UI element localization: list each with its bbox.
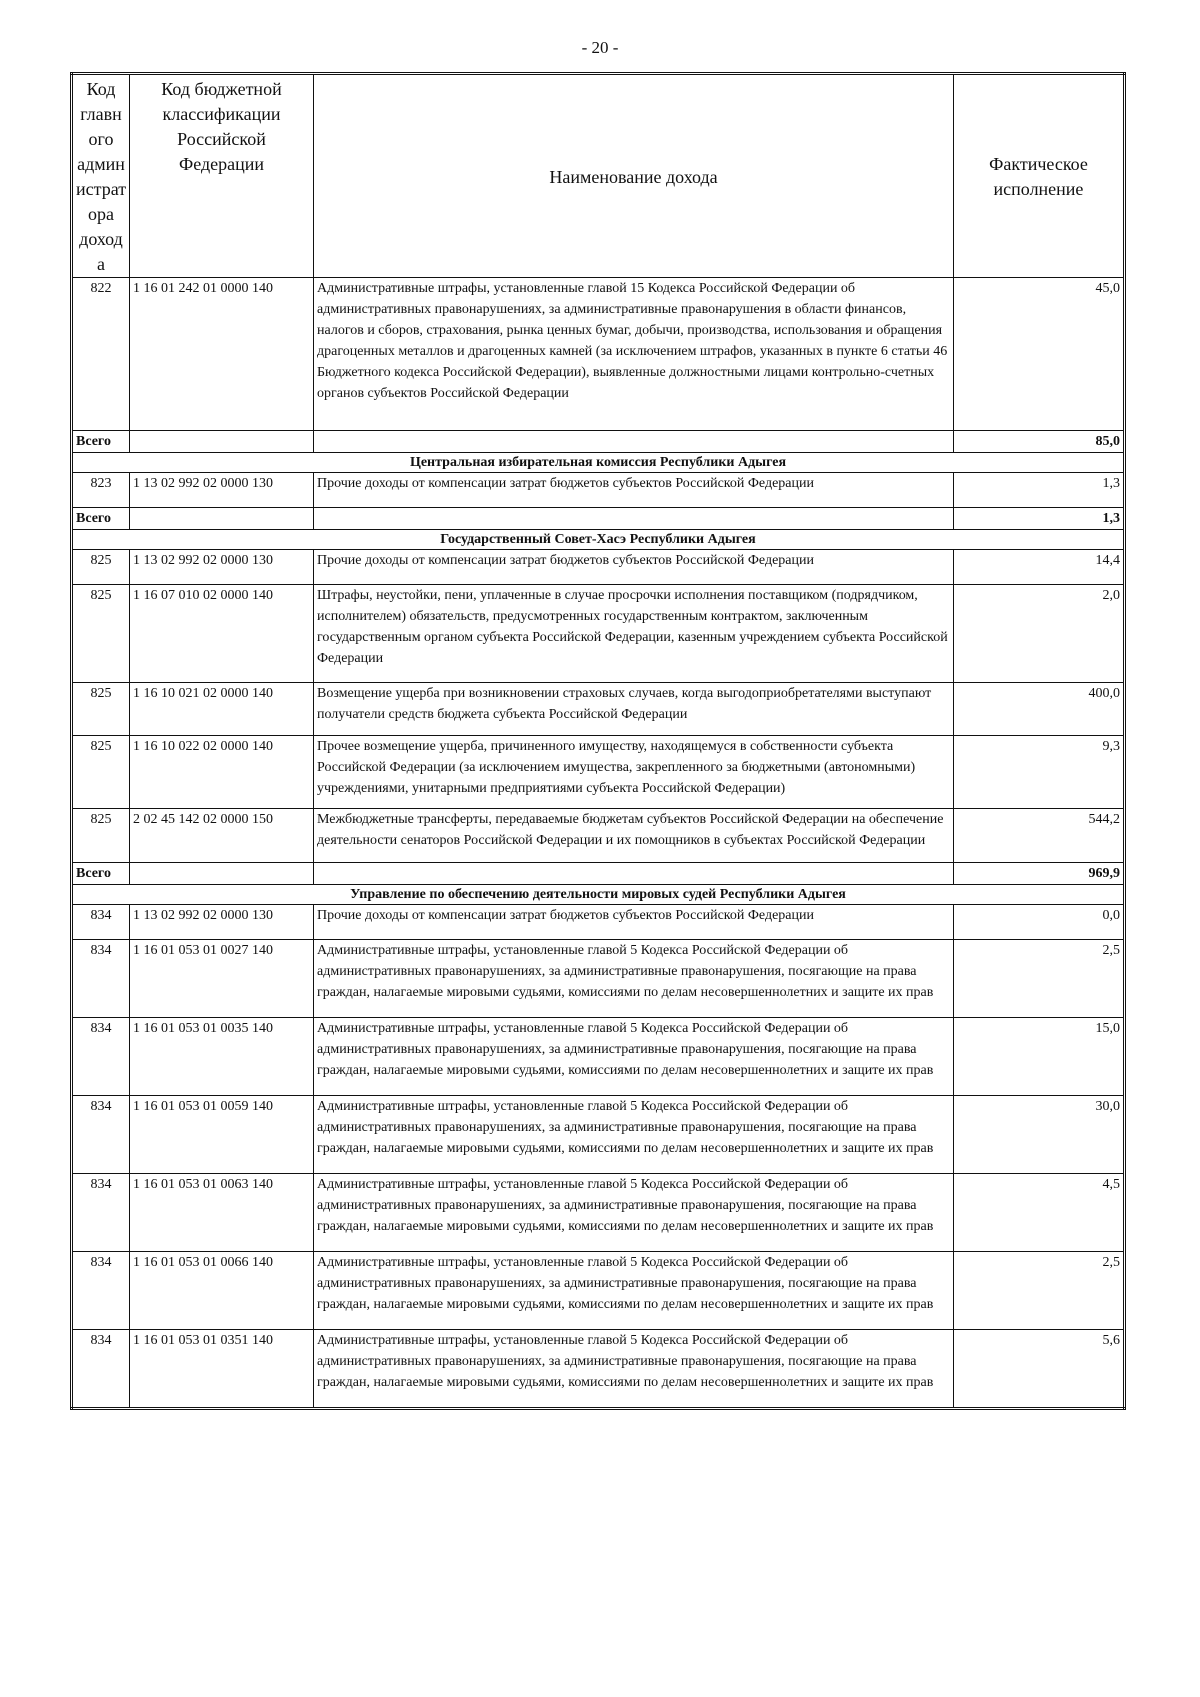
revenue-name-cell: Прочие доходы от компенсации затрат бюджетов субъектов Российской Федерации (314, 550, 954, 585)
empty-cell (314, 431, 954, 453)
admin-code-cell: 834 (72, 1252, 130, 1330)
section-header-row (72, 530, 1125, 550)
table-row (72, 940, 1125, 1018)
revenue-name-cell: Административные штрафы, установленные главой 5 Кодекса Российской Федерации об административных правонарушениях, за административные правонарушения, посягающие на права граждан, налагаемые мировыми судьями, комиссиями по делам несовершеннолетних и защите их прав (314, 940, 954, 1018)
section-header-row (72, 453, 1125, 473)
revenue-name-cell: Прочие доходы от компенсации затрат бюджетов субъектов Российской Федерации (314, 473, 954, 508)
table-row (72, 1174, 1125, 1252)
revenue-name-cell: Прочее возмещение ущерба, причиненного имуществу, находящемуся в собственности субъекта Российской Федерации (за исключением имущества, закрепленного за бюджетными (автономными) учреждениями, унитарными предприятиями субъекта Российской Федерации) (314, 736, 954, 809)
amount-cell: 2,5 (954, 940, 1125, 1018)
table-row (72, 473, 1125, 508)
amount-cell: 1,3 (954, 473, 1125, 508)
admin-code-cell: 834 (72, 1174, 130, 1252)
revenue-name-cell: Штрафы, неустойки, пени, уплаченные в случае просрочки исполнения поставщиком (подрядчиком, исполнителем) обязательств, предусмотренных государственным контрактом, заключенным государственным органом субъекта Российской Федерации, казенным учреждением субъекта Российской Федерации (314, 585, 954, 683)
header-revenue-name: Наименование дохода (314, 74, 954, 278)
table-row (72, 1018, 1125, 1096)
budget-code-cell: 1 13 02 992 02 0000 130 (130, 550, 314, 585)
admin-code-cell: 834 (72, 940, 130, 1018)
table-row (72, 585, 1125, 683)
amount-cell: 30,0 (954, 1096, 1125, 1174)
total-row (72, 863, 1125, 885)
admin-code-cell: 834 (72, 1096, 130, 1174)
revenue-name-cell: Административные штрафы, установленные главой 5 Кодекса Российской Федерации об административных правонарушениях, за административные правонарушения, посягающие на права граждан, налагаемые мировыми судьями, комиссиями по делам несовершеннолетних и защите их прав (314, 1174, 954, 1252)
amount-cell: 2,0 (954, 585, 1125, 683)
budget-code-cell: 1 16 01 053 01 0066 140 (130, 1252, 314, 1330)
admin-code-cell: 825 (72, 550, 130, 585)
budget-code-cell: 1 16 10 021 02 0000 140 (130, 683, 314, 736)
section-title: Государственный Совет-Хасэ Республики Адыгея (72, 530, 1125, 550)
table-row (72, 905, 1125, 940)
total-amount: 1,3 (954, 508, 1125, 530)
budget-code-cell: 1 16 07 010 02 0000 140 (130, 585, 314, 683)
revenue-name-cell: Административные штрафы, установленные главой 5 Кодекса Российской Федерации об административных правонарушениях, за административные правонарушения, посягающие на права граждан, налагаемые мировыми судьями, комиссиями по делам несовершеннолетних и защите их прав (314, 1018, 954, 1096)
empty-cell (130, 431, 314, 453)
amount-cell: 9,3 (954, 736, 1125, 809)
header-actual-execution: Фактическое исполнение (954, 74, 1125, 278)
total-row (72, 508, 1125, 530)
admin-code-cell: 822 (72, 278, 130, 431)
total-label: Всего (72, 431, 130, 453)
budget-code-cell: 2 02 45 142 02 0000 150 (130, 809, 314, 863)
amount-cell: 0,0 (954, 905, 1125, 940)
empty-cell (314, 863, 954, 885)
table-row (72, 1096, 1125, 1174)
revenue-name-cell: Административные штрафы, установленные главой 15 Кодекса Российской Федерации об административных правонарушениях, за административные правонарушения в области финансов, налогов и сборов, страхования, рынка ценных бумаг, добычи, производства, использования и обращения драгоценных металлов и драгоценных камней (за исключением штрафов, указанных в пункте 6 статьи 46 Бюджетного кодекса Российской Федерации), выявленные должностными лицами контрольно-счетных органов субъектов Российской Федерации (314, 278, 954, 431)
total-label: Всего (72, 863, 130, 885)
amount-cell: 14,4 (954, 550, 1125, 585)
budget-code-cell: 1 16 01 053 01 0035 140 (130, 1018, 314, 1096)
admin-code-cell: 823 (72, 473, 130, 508)
table-row (72, 278, 1125, 431)
total-amount: 85,0 (954, 431, 1125, 453)
empty-cell (314, 508, 954, 530)
revenue-name-cell: Прочие доходы от компенсации затрат бюджетов субъектов Российской Федерации (314, 905, 954, 940)
table-row (72, 809, 1125, 863)
table-row (72, 550, 1125, 585)
amount-cell: 544,2 (954, 809, 1125, 863)
admin-code-cell: 834 (72, 905, 130, 940)
table-row (72, 736, 1125, 809)
page-number: - 20 - (581, 38, 619, 57)
table-row (72, 683, 1125, 736)
budget-code-cell: 1 16 10 022 02 0000 140 (130, 736, 314, 809)
table-row (72, 1252, 1125, 1330)
table-header-row (72, 74, 1125, 278)
revenue-table (70, 72, 1126, 1410)
budget-code-cell: 1 13 02 992 02 0000 130 (130, 905, 314, 940)
revenue-name-cell: Административные штрафы, установленные главой 5 Кодекса Российской Федерации об административных правонарушениях, за административные правонарушения, посягающие на права граждан, налагаемые мировыми судьями, комиссиями по делам несовершеннолетних и защите их прав (314, 1330, 954, 1409)
empty-cell (130, 863, 314, 885)
revenue-name-cell: Административные штрафы, установленные главой 5 Кодекса Российской Федерации об административных правонарушениях, за административные правонарушения, посягающие на права граждан, налагаемые мировыми судьями, комиссиями по делам несовершеннолетних и защите их прав (314, 1252, 954, 1330)
admin-code-cell: 825 (72, 736, 130, 809)
budget-code-cell: 1 16 01 053 01 0351 140 (130, 1330, 314, 1409)
admin-code-cell: 825 (72, 809, 130, 863)
admin-code-cell: 834 (72, 1330, 130, 1409)
budget-code-cell: 1 16 01 053 01 0027 140 (130, 940, 314, 1018)
table-row (72, 1330, 1125, 1409)
header-admin-code: Код главн ого админ истрат ора доход а (72, 74, 130, 278)
amount-cell: 15,0 (954, 1018, 1125, 1096)
amount-cell: 45,0 (954, 278, 1125, 431)
admin-code-cell: 834 (72, 1018, 130, 1096)
admin-code-cell: 825 (72, 585, 130, 683)
section-title: Управление по обеспечению деятельности мировых судей Республики Адыгея (72, 885, 1125, 905)
amount-cell: 4,5 (954, 1174, 1125, 1252)
amount-cell: 400,0 (954, 683, 1125, 736)
budget-code-cell: 1 16 01 242 01 0000 140 (130, 278, 314, 431)
header-budget-code: Код бюджетной классификации Российской Федерации (130, 74, 314, 278)
empty-cell (130, 508, 314, 530)
admin-code-cell: 825 (72, 683, 130, 736)
amount-cell: 5,6 (954, 1330, 1125, 1409)
total-amount: 969,9 (954, 863, 1125, 885)
total-label: Всего (72, 508, 130, 530)
revenue-name-cell: Межбюджетные трансферты, передаваемые бюджетам субъектов Российской Федерации на обеспечение деятельности сенаторов Российской Федерации и их помощников в субъектах Российской Федерации (314, 809, 954, 863)
budget-code-cell: 1 16 01 053 01 0063 140 (130, 1174, 314, 1252)
revenue-name-cell: Возмещение ущерба при возникновении страховых случаев, когда выгодоприобретателями выступают получатели средств бюджета субъекта Российской Федерации (314, 683, 954, 736)
section-header-row (72, 885, 1125, 905)
section-title: Центральная избирательная комиссия Республики Адыгея (72, 453, 1125, 473)
amount-cell: 2,5 (954, 1252, 1125, 1330)
total-row (72, 431, 1125, 453)
budget-code-cell: 1 13 02 992 02 0000 130 (130, 473, 314, 508)
revenue-name-cell: Административные штрафы, установленные главой 5 Кодекса Российской Федерации об административных правонарушениях, за административные правонарушения, посягающие на права граждан, налагаемые мировыми судьями, комиссиями по делам несовершеннолетних и защите их прав (314, 1096, 954, 1174)
budget-code-cell: 1 16 01 053 01 0059 140 (130, 1096, 314, 1174)
